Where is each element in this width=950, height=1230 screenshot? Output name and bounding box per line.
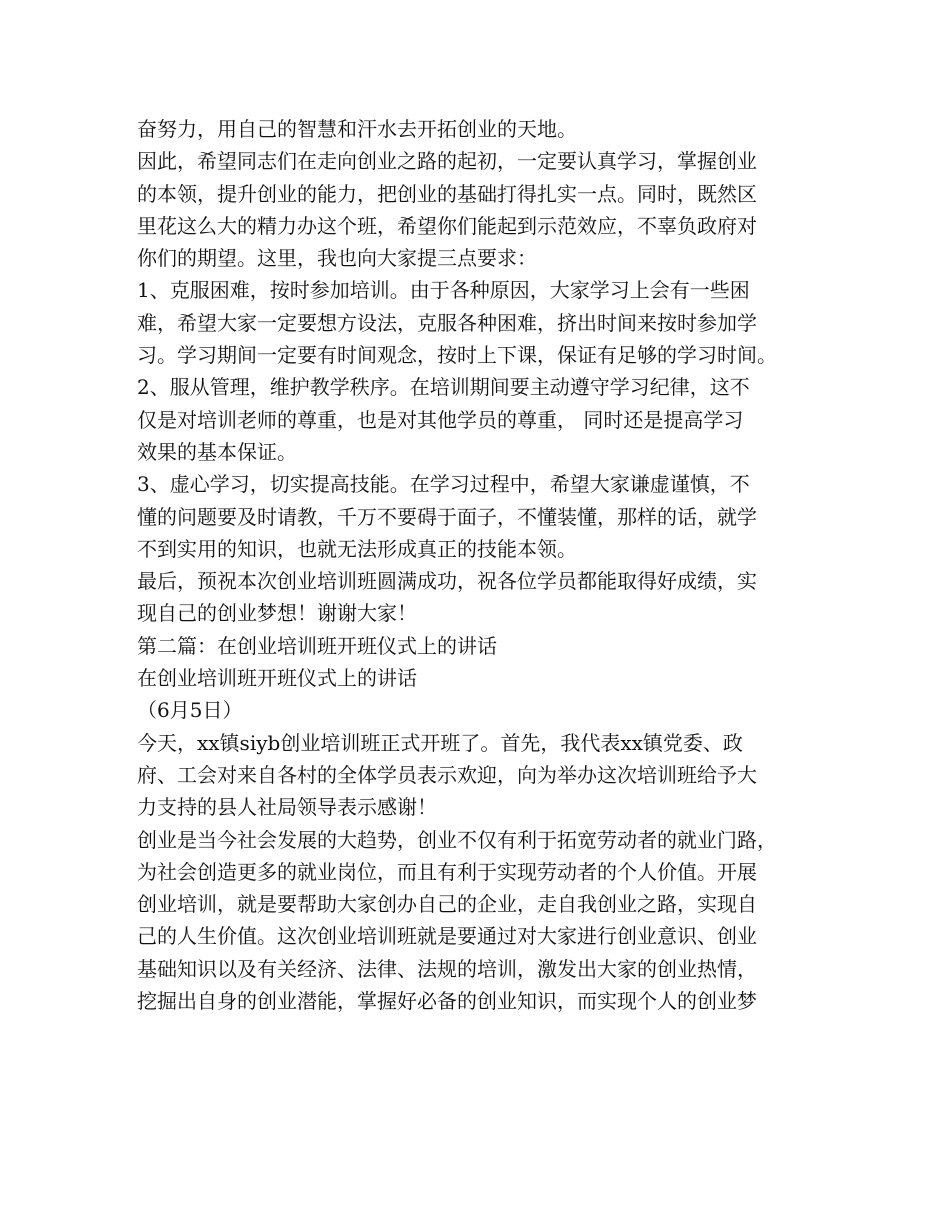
text-line: 2、服从管理，维护教学秩序。在培训期间要主动遵守学习纪律，这不 (137, 375, 750, 400)
text-line: 里花这么大的精力办这个班，希望你们能起到示范效应，不辜负政府对 (137, 213, 757, 238)
text-line: 今天，xx镇siyb创业培训班正式开班了。首先，我代表xx镇党委、政 (137, 730, 743, 755)
text-line: 的本领，提升创业的能力，把创业的基础打得扎实一点。同时，既然区 (137, 181, 757, 206)
text-line: 挖掘出自身的创业潜能，掌握好必备的创业知识，而实现个人的创业梦 (137, 989, 757, 1014)
document-body (137, 113, 827, 1017)
text-line: 最后，预祝本次创业培训班圆满成功，祝各位学员都能取得好成绩，实 (137, 569, 757, 594)
text-line: 力支持的县人社局领导表示感谢！ (137, 795, 437, 820)
text-line: 不到实用的知识，也就无法形成真正的技能本领。 (137, 536, 577, 561)
text-line: 习。学习期间一定要有时间观念，按时上下课，保证有足够的学习时间。 (137, 343, 777, 368)
speech-title: 在创业培训班开班仪式上的讲话 (137, 666, 417, 691)
text-line: 3、虚心学习，切实提高技能。在学习过程中，希望大家谦虚谨慎，不 (137, 472, 750, 497)
text-line: 懂的问题要及时请教，千万不要碍于面子，不懂装懂，那样的话，就学 (137, 504, 757, 529)
text-line: 府、工会对来自各村的全体学员表示欢迎，向为举办这次培训班给予大 (137, 762, 757, 787)
text-line: 奋努力，用自己的智慧和汗水去开拓创业的天地。 (137, 117, 577, 141)
text-line: 为社会创造更多的就业岗位，而且有利于实现劳动者的个人价值。开展 (137, 859, 757, 884)
text-line: 你们的期望。这里，我也向大家提三点要求： (137, 246, 537, 271)
text-line: 基础知识以及有关经济、法律、法规的培训，激发出大家的创业热情， (137, 956, 757, 981)
text-line: 难，希望大家一定要想方设法，克服各种困难，挤出时间来按时参加学 (137, 310, 757, 335)
text-line: 仅是对培训老师的尊重，也是对其他学员的尊重， 同时还是提高学习 (137, 407, 744, 432)
text-line: 创业是当今社会发展的大趋势，创业不仅有利于拓宽劳动者的就业门路， (137, 827, 777, 852)
text-line: 创业培训，就是要帮助大家创办自己的企业，走自我创业之路，实现自 (137, 892, 757, 917)
text-line: 效果的基本保证。 (137, 439, 297, 464)
text-line: 己的人生价值。这次创业培训班就是要通过对大家进行创业意识、创业 (137, 924, 757, 949)
text-line: 现自己的创业梦想！谢谢大家！ (137, 601, 417, 626)
text-line: 因此，希望同志们在走向创业之路的起初，一定要认真学习，掌握创业 (137, 149, 757, 174)
text-line: 1、克服困难，按时参加培训。由于各种原因，大家学习上会有一些困 (137, 278, 750, 303)
section-heading: 第二篇：在创业培训班开班仪式上的讲话 (137, 633, 497, 658)
speech-date: （6月5日） (137, 698, 243, 723)
